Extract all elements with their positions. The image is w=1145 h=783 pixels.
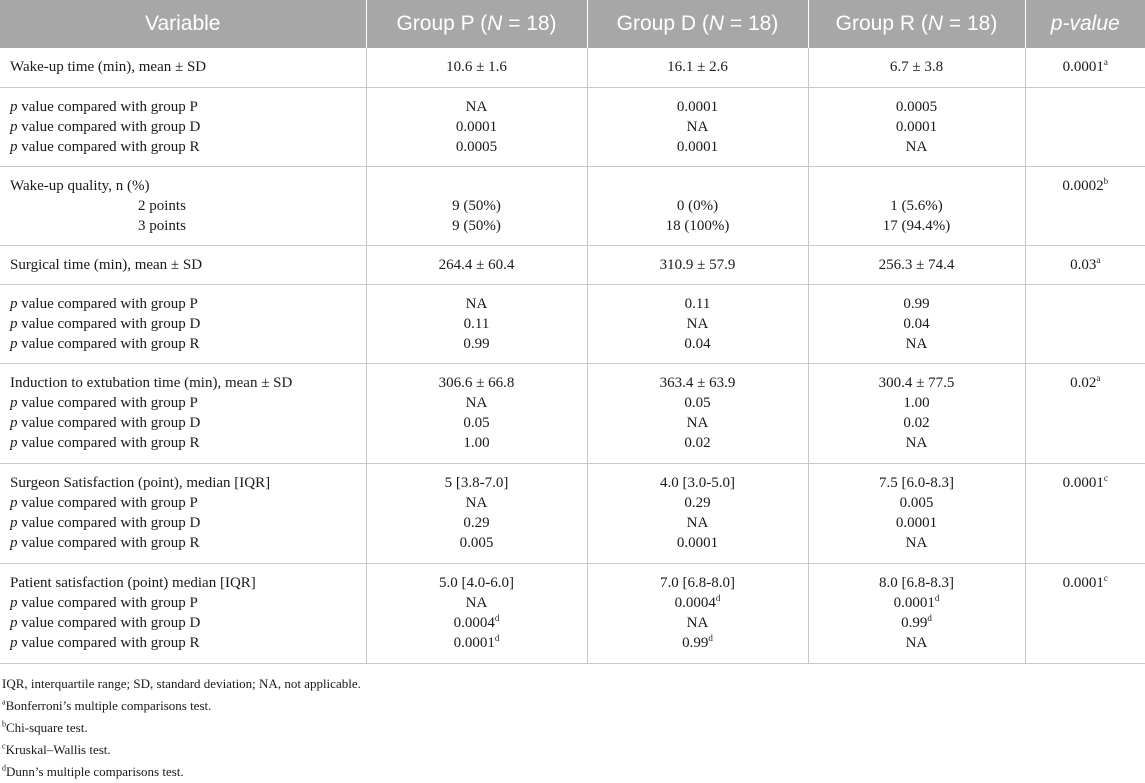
group-p-value <box>367 176 587 196</box>
cell-value: 0.99 <box>463 336 489 352</box>
group-p-value <box>367 633 587 653</box>
variable-label <box>10 433 366 453</box>
variable-label <box>10 294 366 314</box>
variable-label <box>10 593 366 613</box>
group-d-value <box>588 294 808 314</box>
group-d-value <box>588 216 808 236</box>
label-text: Patient satisfaction (point) median [IQR] <box>10 575 256 591</box>
p-letter: p <box>10 395 18 411</box>
cell-value: NA <box>466 495 488 511</box>
group-r-value <box>809 294 1025 314</box>
cell-value: 18 (100%) <box>666 218 730 234</box>
group-p-cell <box>366 363 587 463</box>
label-text: 2 points <box>138 198 186 214</box>
group-p-cell <box>366 463 587 563</box>
group-d-value <box>588 255 808 275</box>
footnote-text: Kruskal–Wallis test. <box>6 742 111 757</box>
footnote-marker: d <box>708 633 713 643</box>
p-value-cell <box>1025 563 1145 663</box>
cell-value: NA <box>906 336 928 352</box>
group-d-value <box>588 314 808 334</box>
group-p-value <box>367 473 587 493</box>
label-text: Wake-up quality, n (%) <box>10 178 149 194</box>
group-p-value <box>367 493 587 513</box>
group-d-value <box>588 433 808 453</box>
group-p-value <box>367 373 587 393</box>
group-p-cell <box>366 563 587 663</box>
group-r-value <box>809 117 1025 137</box>
label-text: value compared with group D <box>18 415 201 431</box>
p-letter: p <box>10 99 18 115</box>
group-r-value <box>809 255 1025 275</box>
cell-value: 1.00 <box>463 435 489 451</box>
table-header-row <box>0 0 1145 48</box>
label-text: value compared with group P <box>18 595 198 611</box>
cell-value: 8.0 [6.8-8.3] <box>879 575 954 591</box>
header-group-d: Group D (N = 18) <box>587 0 808 48</box>
label-text: value compared with group R <box>18 435 200 451</box>
group-r-cell <box>808 284 1025 363</box>
variable-label <box>10 117 366 137</box>
cell-value: 0.0004 <box>675 595 716 611</box>
group-p-value <box>367 314 587 334</box>
cell-value: 264.4 ± 60.4 <box>439 257 515 273</box>
p-letter: p <box>10 296 18 312</box>
cell-value: 0.29 <box>684 495 710 511</box>
group-d-cell <box>587 284 808 363</box>
label-text: Surgeon Satisfaction (point), median [IQR] <box>10 475 270 491</box>
group-p-cell <box>366 245 587 284</box>
cell-value: 0.99 <box>903 296 929 312</box>
group-r-value <box>809 57 1025 77</box>
cell-value: 17 (94.4%) <box>883 218 951 234</box>
variable-cell <box>0 463 366 563</box>
label-text: Induction to extubation time (min), mean ± SD <box>10 375 292 391</box>
group-r-value <box>809 97 1025 117</box>
group-d-cell <box>587 245 808 284</box>
variable-label <box>10 473 366 493</box>
cell-value: NA <box>906 635 928 651</box>
group-d-cell <box>587 166 808 245</box>
cell-value: 0.99 <box>682 635 708 651</box>
footnote-marker: a <box>1104 57 1108 67</box>
group-p-value <box>367 593 587 613</box>
group-r-value <box>809 373 1025 393</box>
cell-value: 5 [3.8-7.0] <box>445 475 509 491</box>
cell-value: NA <box>687 316 709 332</box>
label-text: Wake-up time (min), mean ± SD <box>10 59 206 75</box>
group-r-value <box>809 314 1025 334</box>
group-r-cell <box>808 48 1025 87</box>
group-p-value <box>367 433 587 453</box>
group-p-value <box>367 413 587 433</box>
cell-value: 0.99 <box>901 615 927 631</box>
group-d-value <box>588 533 808 553</box>
variable-cell <box>0 166 366 245</box>
group-r-value <box>809 613 1025 633</box>
variable-label <box>10 573 366 593</box>
variable-label <box>10 137 366 157</box>
header-p-value: p-value <box>1025 0 1145 48</box>
group-d-value <box>588 117 808 137</box>
cell-value: 0.11 <box>464 316 490 332</box>
variable-cell <box>0 563 366 663</box>
variable-label <box>10 57 366 77</box>
variable-label <box>10 413 366 433</box>
group-d-value <box>588 593 808 613</box>
cell-value: 300.4 ± 77.5 <box>879 375 955 391</box>
p-value-cell <box>1025 87 1145 166</box>
group-r-value <box>809 137 1025 157</box>
variable-cell <box>0 87 366 166</box>
group-p-value <box>367 613 587 633</box>
cell-value: 0.0001 <box>454 635 495 651</box>
footnote-marker: c <box>2 742 6 751</box>
group-p-value <box>367 216 587 236</box>
cell-value: 5.0 [4.0-6.0] <box>439 575 514 591</box>
table-row <box>0 166 1145 245</box>
cell-value: 0.0002 <box>1062 178 1103 194</box>
cell-value: 0.0005 <box>896 99 937 115</box>
group-d-cell <box>587 87 808 166</box>
group-d-cell <box>587 563 808 663</box>
cell-value: 0.04 <box>684 336 710 352</box>
variable-label <box>10 314 366 334</box>
group-r-cell <box>808 363 1025 463</box>
label-text: value compared with group R <box>18 139 200 155</box>
p-letter: p <box>10 595 18 611</box>
overall-p-value <box>1026 176 1145 196</box>
cell-value: 0.0001 <box>1063 475 1104 491</box>
cell-value: 7.0 [6.8-8.0] <box>660 575 735 591</box>
group-r-value <box>809 334 1025 354</box>
group-p-value <box>367 294 587 314</box>
cell-value: 0.11 <box>685 296 711 312</box>
cell-value: 0.0001 <box>896 119 937 135</box>
group-p-value <box>367 97 587 117</box>
table-row <box>0 245 1145 284</box>
variable-label <box>10 255 366 275</box>
p-value-cell <box>1025 363 1145 463</box>
p-value-cell <box>1025 48 1145 87</box>
cell-value: NA <box>906 435 928 451</box>
p-letter: p <box>10 415 18 431</box>
cell-value: 0.05 <box>684 395 710 411</box>
overall-p-value <box>1026 373 1145 393</box>
label-text: 3 points <box>138 218 186 234</box>
group-p-value <box>367 255 587 275</box>
group-d-value <box>588 176 808 196</box>
footnote-marker: a <box>1096 373 1100 383</box>
group-r-value <box>809 513 1025 533</box>
footnote <box>0 673 1145 695</box>
cell-value: 16.1 ± 2.6 <box>667 59 728 75</box>
cell-value: 0.0001 <box>456 119 497 135</box>
cell-value: 363.4 ± 63.9 <box>660 375 736 391</box>
cell-value: 0.0001 <box>677 535 718 551</box>
group-r-cell <box>808 166 1025 245</box>
p-letter: p <box>10 139 18 155</box>
cell-value: 0.0001 <box>677 139 718 155</box>
p-letter: p <box>10 615 18 631</box>
group-p-value <box>367 117 587 137</box>
cell-value: 310.9 ± 57.9 <box>660 257 736 273</box>
group-r-cell <box>808 245 1025 284</box>
variable-label <box>10 393 366 413</box>
table-footnotes <box>0 673 1145 783</box>
group-d-cell <box>587 363 808 463</box>
overall-p-value <box>1026 57 1145 77</box>
cell-value: 0.03 <box>1070 257 1096 273</box>
cell-value: NA <box>466 395 488 411</box>
label-text: value compared with group P <box>18 296 198 312</box>
group-p-value <box>367 57 587 77</box>
group-p-value <box>367 334 587 354</box>
group-d-value <box>588 413 808 433</box>
label-text: value compared with group D <box>18 316 201 332</box>
group-d-value <box>588 137 808 157</box>
footnote-marker: d <box>495 633 500 643</box>
group-p-cell <box>366 48 587 87</box>
group-r-cell <box>808 463 1025 563</box>
label-text: value compared with group R <box>18 535 200 551</box>
cell-value: 6.7 ± 3.8 <box>890 59 943 75</box>
table-row <box>0 563 1145 663</box>
group-d-cell <box>587 463 808 563</box>
footnote-marker: a <box>1096 255 1100 265</box>
variable-label <box>10 533 366 553</box>
group-d-value <box>588 57 808 77</box>
cell-value: 0.04 <box>903 316 929 332</box>
group-r-cell <box>808 563 1025 663</box>
footnote-marker: d <box>495 613 500 623</box>
table-row <box>0 48 1145 87</box>
overall-p-value <box>1026 573 1145 593</box>
group-p-value <box>367 573 587 593</box>
header-variable: Variable <box>0 0 366 48</box>
footnote <box>0 761 1145 783</box>
p-letter: p <box>10 535 18 551</box>
overall-p-value <box>1026 255 1145 275</box>
cell-value: 0.02 <box>1070 375 1096 391</box>
group-r-value <box>809 573 1025 593</box>
table-row <box>0 87 1145 166</box>
cell-value: 1.00 <box>903 395 929 411</box>
table-row <box>0 284 1145 363</box>
group-r-value <box>809 633 1025 653</box>
footnote-marker: c <box>1104 573 1108 583</box>
footnote-text: Dunn’s multiple comparisons test. <box>6 764 184 779</box>
overall-p-value <box>1026 473 1145 493</box>
footnote-text: Bonferroni’s multiple comparisons test. <box>6 698 212 713</box>
label-text: value compared with group P <box>18 99 198 115</box>
group-p-cell <box>366 87 587 166</box>
group-r-value <box>809 593 1025 613</box>
cell-value: 1 (5.6%) <box>890 198 943 214</box>
group-d-value <box>588 196 808 216</box>
cell-value: NA <box>906 535 928 551</box>
p-letter: p <box>10 119 18 135</box>
group-d-value <box>588 373 808 393</box>
p-letter: p <box>10 316 18 332</box>
cell-value: 306.6 ± 66.8 <box>439 375 515 391</box>
variable-label <box>10 216 366 236</box>
cell-value: 0.29 <box>463 515 489 531</box>
group-d-value <box>588 473 808 493</box>
footnote <box>0 717 1145 739</box>
label-text: Surgical time (min), mean ± SD <box>10 257 202 273</box>
label-text: value compared with group P <box>18 495 198 511</box>
label-text: value compared with group R <box>18 336 200 352</box>
p-letter: p <box>10 435 18 451</box>
group-d-value <box>588 573 808 593</box>
cell-value: 9 (50%) <box>452 218 501 234</box>
group-d-value <box>588 513 808 533</box>
group-p-value <box>367 533 587 553</box>
cell-value: 4.0 [3.0-5.0] <box>660 475 735 491</box>
p-letter: p <box>10 635 18 651</box>
footnote <box>0 739 1145 761</box>
cell-value: NA <box>466 296 488 312</box>
variable-label <box>10 633 366 653</box>
variable-label <box>10 196 366 216</box>
label-text: value compared with group D <box>18 119 201 135</box>
group-r-value <box>809 533 1025 553</box>
cell-value: 0.0001 <box>677 99 718 115</box>
variable-cell <box>0 48 366 87</box>
table-row <box>0 363 1145 463</box>
group-p-cell <box>366 284 587 363</box>
cell-value: 0.05 <box>463 415 489 431</box>
footnote-marker: b <box>1104 176 1109 186</box>
variable-label <box>10 493 366 513</box>
header-group-p: Group P (N = 18) <box>366 0 587 48</box>
variable-label <box>10 513 366 533</box>
footnote-marker: d <box>716 593 721 603</box>
footnote-marker: d <box>927 613 932 623</box>
footnote <box>0 695 1145 717</box>
group-d-value <box>588 633 808 653</box>
table-row <box>0 463 1145 563</box>
cell-value: 0.005 <box>900 495 934 511</box>
cell-value: 0.0001 <box>896 515 937 531</box>
header-group-r: Group R (N = 18) <box>808 0 1025 48</box>
p-letter: p <box>10 336 18 352</box>
group-d-value <box>588 493 808 513</box>
variable-label <box>10 613 366 633</box>
group-d-value <box>588 613 808 633</box>
cell-value: 0.02 <box>684 435 710 451</box>
group-d-value <box>588 97 808 117</box>
cell-value: 0.0001 <box>1063 575 1104 591</box>
group-r-value <box>809 433 1025 453</box>
cell-value: NA <box>466 595 488 611</box>
p-value-cell <box>1025 284 1145 363</box>
cell-value: 9 (50%) <box>452 198 501 214</box>
cell-value: 10.6 ± 1.6 <box>446 59 507 75</box>
cell-value <box>915 178 919 194</box>
group-r-value <box>809 493 1025 513</box>
group-r-value <box>809 216 1025 236</box>
cell-value: 0.0005 <box>456 139 497 155</box>
group-r-value <box>809 196 1025 216</box>
group-r-value <box>809 393 1025 413</box>
cell-value <box>696 178 700 194</box>
footnote-marker: d <box>2 764 6 773</box>
table-body <box>0 48 1145 663</box>
p-letter: p <box>10 515 18 531</box>
group-p-value <box>367 137 587 157</box>
label-text: value compared with group R <box>18 635 200 651</box>
cell-value: 0 (0%) <box>677 198 718 214</box>
p-value-cell <box>1025 245 1145 284</box>
footnote-marker: c <box>1104 473 1108 483</box>
cell-value: NA <box>687 515 709 531</box>
footnote-text: IQR, interquartile range; SD, standard deviation; NA, not applicable. <box>2 676 361 691</box>
variable-label <box>10 334 366 354</box>
p-value-cell <box>1025 166 1145 245</box>
label-text: value compared with group D <box>18 615 201 631</box>
cell-value: 0.0004 <box>454 615 495 631</box>
cell-value: 0.005 <box>460 535 494 551</box>
variable-label <box>10 176 366 196</box>
cell-value: NA <box>687 119 709 135</box>
cell-value: NA <box>687 415 709 431</box>
footnote-text: Chi-square test. <box>6 720 88 735</box>
variable-cell <box>0 284 366 363</box>
p-letter: p <box>10 495 18 511</box>
p-value-cell <box>1025 463 1145 563</box>
group-r-value <box>809 473 1025 493</box>
cell-value <box>475 178 479 194</box>
footnote-marker: a <box>2 698 6 707</box>
group-d-value <box>588 334 808 354</box>
group-r-cell <box>808 87 1025 166</box>
footnote-marker: d <box>935 593 940 603</box>
group-p-cell <box>366 166 587 245</box>
variable-label <box>10 97 366 117</box>
cell-value: 256.3 ± 74.4 <box>879 257 955 273</box>
footnote-marker: b <box>2 720 6 729</box>
label-text: value compared with group D <box>18 515 201 531</box>
cell-value: NA <box>687 615 709 631</box>
group-r-value <box>809 413 1025 433</box>
cell-value: 7.5 [6.0-8.3] <box>879 475 954 491</box>
group-p-value <box>367 393 587 413</box>
group-d-cell <box>587 48 808 87</box>
cell-value: 0.0001 <box>1063 59 1104 75</box>
group-p-value <box>367 196 587 216</box>
group-p-value <box>367 513 587 533</box>
cell-value: NA <box>466 99 488 115</box>
variable-cell <box>0 363 366 463</box>
cell-value: NA <box>906 139 928 155</box>
group-r-value <box>809 176 1025 196</box>
group-d-value <box>588 393 808 413</box>
cell-value: 0.0001 <box>894 595 935 611</box>
variable-cell <box>0 245 366 284</box>
variable-label <box>10 373 366 393</box>
label-text: value compared with group P <box>18 395 198 411</box>
cell-value: 0.02 <box>903 415 929 431</box>
